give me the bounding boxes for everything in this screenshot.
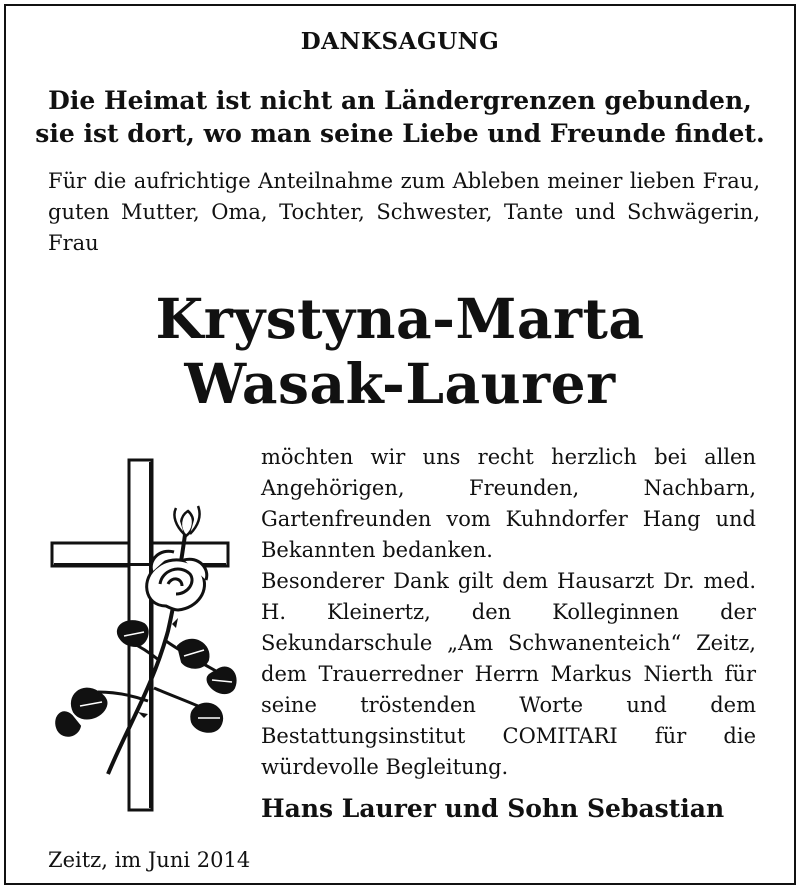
notice-heading: DANKSAGUNG [300,28,500,55]
thanks-paragraph-1: möchten wir uns recht herzlich bei allen Angehörigen, Freunden, Nachbarn, Gartenfreunden vom Kuhndorfer Hang und Bekannten bedanken. [261,445,756,562]
thanks-text [261,442,756,783]
obituary-notice [4,4,796,885]
motto [6,84,794,150]
deceased-name-line-2: Wasak-Laurer [184,351,616,416]
intro-text: Für die aufrichtige Anteilnahme zum Ableben meiner lieben Frau, guten Mutter, Oma, Tochter, Schwester, Tante und Schwägerin, Frau [48,169,760,255]
signature: Hans Laurer und Sohn Sebastian [261,794,725,823]
thanks-paragraph-2: Besonderer Dank gilt dem Hausarzt Dr. med. H. Kleinertz, den Kolleginnen der Sekundarschule „Am Schwanenteich“ Zeitz, dem Trauerredner Herrn Markus Nierth für seine tröstenden Worte und dem Bestattungsinstitut COMITARI für die würdevolle Begleitung. [261,569,756,779]
deceased-name [6,286,794,416]
motto-line-2: sie ist dort, wo man seine Liebe und Freunde findet. [35,119,765,148]
cross-with-rose-icon [48,456,248,816]
place-date: Zeitz, im Juni 2014 [48,848,251,872]
motto-line-1: Die Heimat ist nicht an Ländergrenzen gebunden, [48,86,752,115]
deceased-name-line-1: Krystyna-Marta [155,286,645,351]
